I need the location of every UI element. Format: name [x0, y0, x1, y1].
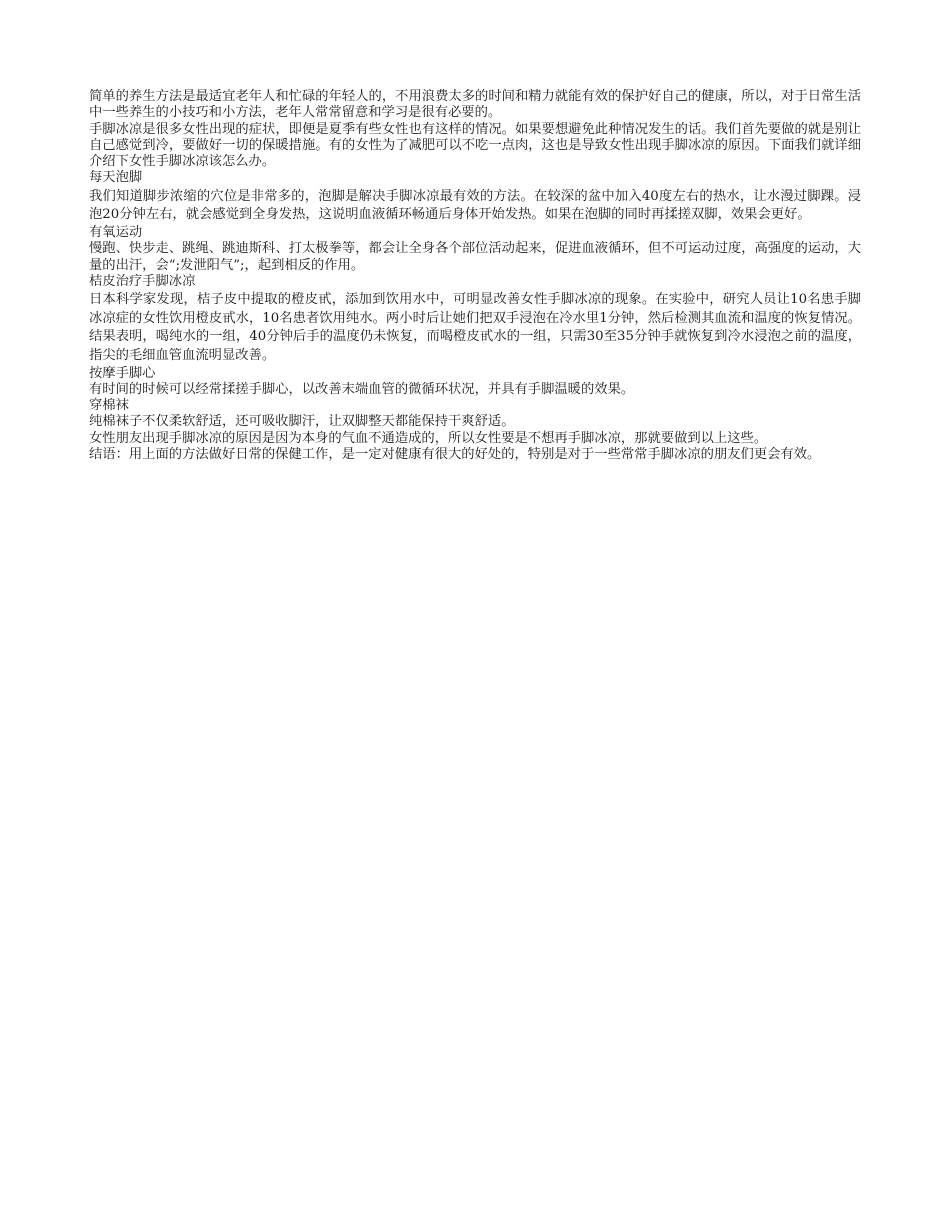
section-body-cotton-socks: 纯棉袜子不仅柔软舒适，还可吸收脚汗，让双脚整天都能保持干爽舒适。 — [89, 414, 515, 430]
conclusion-paragraph: 结语：用上面的方法做好日常的保健工作，是一定对健康有很大的好处的，特别是对于一些常常手脚冰凉的朋友们更会有效。 — [89, 447, 821, 463]
section-heading-foot-soak: 每天泡脚 — [89, 170, 143, 186]
cause-paragraph: 手脚冰凉是很多女性出现的症状，即便是夏季有些女性也有这样的情况。如果要想避免此种情况发生的话。我们首先要做的就是别让自己感觉到冷，要做好一切的保暖措施。有的女性为了减肥可以不吃一点肉，这也是导致女性出现手脚冰凉的原因。下面我们就详细介绍下女性手脚冰凉该怎么办。 — [89, 121, 861, 170]
section-body-orange-peel: 日本科学家发现，桔子皮中提取的橙皮甙，添加到饮用水中，可明显改善女性手脚冰凉的现象。在实验中，研究人员让10名患手脚冰凉症的女性饮用橙皮甙水，10名患者饮用纯水。两小时后让她们把双手浸泡在冷水里1分钟，然后检测其血流和温度的恢复情况。结果表明，喝纯水的一组，40分钟后手的温度仍未恢复，而喝橙皮甙水的一组，只需30至35分钟手就恢复到冷水浸泡之前的温度，指尖的毛细血管血流明显改善。 — [89, 292, 861, 363]
section-body-foot-soak: 我们知道脚步浓缩的穴位是非常多的，泡脚是解决手脚冰凉最有效的方法。在较深的盆中加入40度左右的热水，让水漫过脚踝。浸泡20分钟左右，就会感觉到全身发热，这说明血液循环畅通后身体开始发热。如果在泡脚的同时再揉搓双脚，效果会更好。 — [89, 188, 861, 223]
section-heading-cotton-socks: 穿棉袜 — [89, 398, 129, 414]
intro-paragraph: 简单的养生方法是最适宜老年人和忙碌的年轻人的，不用浪费太多的时间和精力就能有效的保护好自己的健康，所以，对于日常生活中一些养生的小技巧和小方法，老年人常常留意和学习是很有必要的。 — [89, 89, 861, 121]
section-body-aerobic-exercise: 慢跑、快步走、跳绳、跳迪斯科、打太极拳等，都会让全身各个部位活动起来，促进血液循环，但不可运动过度，高强度的运动，大量的出汗，会“;发泄阳气”;，起到相反的作用。 — [89, 241, 861, 273]
section-heading-orange-peel: 桔皮治疗手脚冰凉 — [89, 273, 196, 289]
section-heading-aerobic-exercise: 有氧运动 — [89, 224, 143, 240]
summary-paragraph: 女性朋友出现手脚冰凉的原因是因为本身的气血不通造成的，所以女性要是不想再手脚冰凉，那就要做到以上这些。 — [89, 430, 768, 446]
document-body — [89, 89, 861, 463]
section-body-massage: 有时间的时候可以经常揉搓手脚心，以改善末端血管的微循环状况，并具有手脚温暖的效果。 — [89, 381, 635, 397]
section-heading-massage: 按摩手脚心 — [89, 365, 156, 381]
